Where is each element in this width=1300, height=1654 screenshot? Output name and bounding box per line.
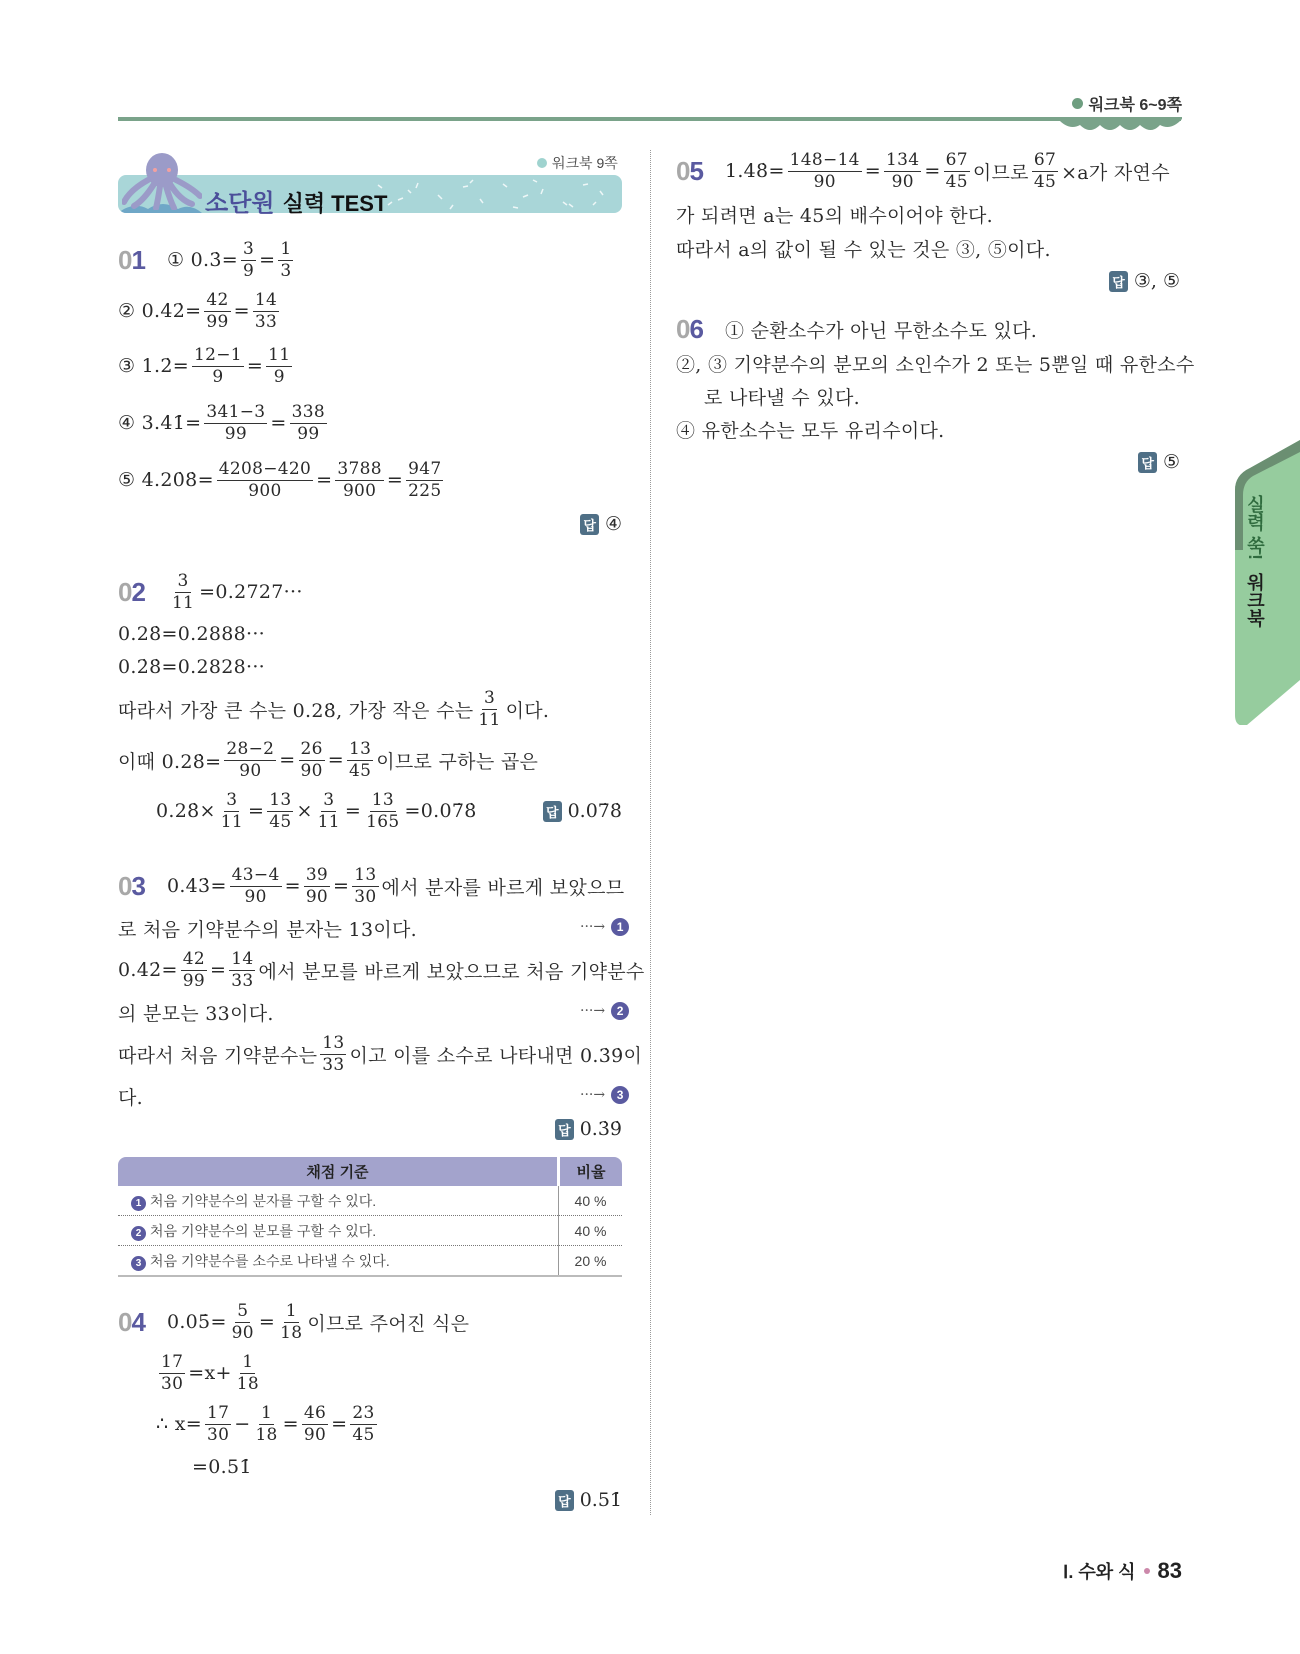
math-text: ① 0.3̇= (166, 249, 238, 271)
fraction-denominator: 30 (161, 1373, 184, 1394)
answer-badge-icon: 답 (1138, 452, 1157, 473)
problem-number-digit: 0 (118, 244, 132, 275)
solution-line (118, 1074, 143, 1118)
fraction (302, 1402, 328, 1445)
side-tab-label-part1: 실력 쑥! (1245, 495, 1265, 560)
table-header-criteria: 채점 기준 (118, 1157, 559, 1186)
fraction (235, 1351, 261, 1394)
problem-number-digit: 6 (689, 313, 703, 344)
side-tab-label (1242, 495, 1268, 627)
fraction (224, 738, 276, 781)
wave-decoration-icon (1058, 117, 1182, 135)
math-text: 0.43̇= (166, 875, 227, 897)
problem-number (118, 245, 145, 276)
fraction (205, 1402, 231, 1445)
fraction-denominator: 99 (224, 423, 248, 444)
side-tab-label-part2: 워크북 (1245, 573, 1265, 628)
step-marker (580, 918, 629, 936)
fraction-numerator: 13 (354, 864, 377, 885)
section-title-korean: 소단원 (205, 190, 275, 217)
fraction-denominator: 165 (366, 811, 400, 832)
fraction (320, 1032, 346, 1075)
fraction-numerator: 13 (322, 1032, 345, 1053)
fraction (159, 1351, 185, 1394)
answer-value: ⑤ (1162, 451, 1180, 473)
section-title (205, 183, 387, 218)
math-text: 가 되려면 a는 45의 배수이어야 한다. (676, 204, 993, 227)
solution-line (118, 948, 645, 992)
math-text: = (924, 160, 941, 182)
math-text: = (209, 959, 227, 981)
problem-number-digit: 2 (131, 576, 145, 607)
math-text: =x+ (188, 1362, 232, 1384)
step-arrow-icon: ···→ (580, 919, 606, 935)
math-text: = (259, 249, 276, 271)
answer-value: ④ (604, 513, 622, 535)
solution-line (118, 738, 538, 782)
banner-workbook-reference-text: 워크북 9쪽 (552, 155, 618, 171)
fraction (788, 149, 862, 192)
chapter-label: Ⅰ. 수와 식 (1063, 1562, 1136, 1582)
fraction-numerator: 3 (323, 789, 335, 810)
math-text: 따라서 처음 기약분수는 (118, 1044, 318, 1067)
bullet-icon (1072, 98, 1083, 109)
math-text: = (258, 1311, 276, 1333)
solution-line (118, 990, 274, 1034)
fraction (347, 738, 373, 781)
solution-line (118, 645, 265, 689)
fraction (219, 789, 245, 832)
math-text: 따라서 a의 값이 될 수 있는 것은 ③, ⑤이다. (676, 238, 1051, 261)
fraction-denominator: 33 (231, 970, 254, 991)
math-text: = (386, 469, 404, 491)
fraction-denominator: 90 (244, 886, 267, 907)
fraction-denominator: 30 (206, 1424, 230, 1445)
problem-number-digit: 0 (676, 155, 690, 186)
solution-line (118, 289, 282, 333)
math-text: = (270, 412, 287, 434)
math-text: 이므로 구하는 곱은 (376, 750, 539, 773)
ratio-cell: 40 % (559, 1216, 623, 1246)
fraction-numerator: 12−1 (194, 344, 242, 365)
solution-line (118, 570, 303, 614)
fraction-denominator: 11 (220, 811, 243, 832)
math-text: 로 처음 기약분수의 분자는 13이다. (118, 918, 417, 941)
fraction-numerator: 17 (161, 1351, 184, 1372)
math-text: 이고 이를 소수로 나타내면 0.3̇9̇이 (349, 1044, 643, 1067)
column-divider (650, 150, 651, 1515)
answer-value: 0.3̇9̇ (579, 1118, 622, 1140)
page-number: 83 (1157, 1558, 1182, 1583)
solution-line (156, 789, 477, 833)
fraction-numerator: 947 (408, 458, 442, 479)
solution-line (156, 1402, 380, 1446)
math-text: = (233, 300, 250, 322)
scoring-criteria-table (118, 1157, 622, 1277)
fraction (316, 789, 342, 832)
math-text: =0.2727··· (199, 581, 303, 603)
answer (555, 1485, 622, 1515)
fraction (267, 789, 293, 832)
math-text: ④ 유한소수는 모두 유리수이다. (676, 419, 945, 442)
fraction (204, 401, 267, 444)
fraction (304, 864, 330, 907)
step-number-icon: 3 (611, 1086, 629, 1104)
fraction-numerator: 11 (268, 344, 291, 365)
fraction-numerator: 14 (231, 948, 254, 969)
banner-workbook-reference (537, 153, 618, 173)
fraction-numerator: 338 (291, 401, 326, 422)
problem-number (118, 577, 145, 608)
fraction (352, 864, 378, 907)
step-marker-icon: 3 (131, 1256, 146, 1271)
fraction-numerator: 3 (242, 238, 255, 259)
math-text: 따라서 가장 큰 수는 0.28̇, 가장 작은 수는 (118, 699, 474, 722)
solution-line (676, 407, 945, 451)
answer (1109, 266, 1180, 296)
fraction-denominator: 33 (322, 1054, 345, 1075)
math-text: − (234, 1413, 251, 1435)
table-row (118, 1186, 622, 1216)
problem-number (676, 156, 703, 187)
fraction (278, 1300, 304, 1343)
problem-number-digit: 0 (118, 576, 132, 607)
problem-number-digit: 0 (118, 1306, 132, 1337)
solution-line (676, 226, 1051, 270)
fraction-denominator: 225 (408, 480, 442, 501)
fraction (230, 1300, 256, 1343)
fraction-numerator: 3 (226, 789, 238, 810)
header-rule (118, 117, 1181, 121)
fraction-denominator: 90 (813, 171, 836, 192)
fraction-denominator: 90 (300, 760, 323, 781)
fraction-numerator: 42 (182, 948, 205, 969)
solution-line (676, 149, 1170, 193)
math-text: = (331, 1413, 348, 1435)
math-text: = (327, 749, 344, 771)
fraction-denominator: 45 (269, 811, 292, 832)
fraction-denominator: 30 (354, 886, 377, 907)
workbook-reference-text: 워크북 6~9쪽 (1088, 97, 1182, 114)
bullet-icon (537, 158, 547, 168)
math-text: = (333, 875, 350, 897)
separator-dot-icon (1144, 1568, 1150, 1574)
fraction (406, 458, 443, 501)
math-text: =0.51̇ (192, 1456, 252, 1478)
fraction-numerator: 1 (280, 238, 292, 259)
fraction (944, 149, 970, 192)
ratio-cell: 20 % (559, 1246, 623, 1277)
fraction-denominator: 90 (231, 1322, 254, 1343)
fraction (266, 344, 292, 387)
table-row (118, 1216, 622, 1246)
fraction-numerator: 67 (1033, 149, 1057, 170)
solution-line (118, 458, 446, 502)
answer-badge-icon: 답 (1109, 271, 1128, 292)
fraction-numerator: 148−14 (789, 149, 860, 170)
math-text: ②, ③ 기약분수의 분모의 소인수가 2 또는 5뿐일 때 유한소수 (676, 353, 1195, 376)
fraction-numerator: 1 (260, 1402, 273, 1423)
fraction-numerator: 13 (348, 738, 372, 759)
problem-number (118, 1307, 145, 1338)
math-text: = (316, 469, 333, 491)
solution-line (118, 1300, 469, 1344)
fraction (1032, 149, 1058, 192)
fraction-denominator: 90 (239, 760, 262, 781)
math-text: 의 분모는 33이다. (118, 1002, 274, 1025)
math-text: ⑤ 4.20̇8̇= (118, 469, 214, 491)
fraction-denominator: 18 (280, 1322, 303, 1343)
math-text: = (284, 875, 301, 897)
math-text: 이므로 (972, 161, 1029, 184)
fraction-numerator: 23 (352, 1402, 375, 1423)
fraction-numerator: 13 (371, 789, 394, 810)
problem-number (118, 871, 145, 902)
step-marker (580, 1086, 629, 1104)
ratio-cell: 40 % (559, 1186, 623, 1216)
fraction-denominator: 33 (254, 311, 278, 332)
answer-value: 0.51̇ (579, 1489, 622, 1511)
criterion-text: 처음 기약분수의 분자를 구할 수 있다. (150, 1192, 377, 1209)
math-text: 0.05̇= (166, 1311, 227, 1333)
page-footer (1063, 1558, 1182, 1584)
fraction (253, 289, 279, 332)
fraction-numerator: 341−3 (206, 401, 266, 422)
workbook-reference (1072, 92, 1182, 115)
solution-line (118, 238, 296, 282)
fraction-numerator: 134 (886, 149, 920, 170)
solution-line (118, 344, 295, 388)
fraction-numerator: 43−4 (231, 864, 280, 885)
fraction-denominator: 900 (248, 480, 282, 501)
solution-line (156, 1351, 264, 1395)
answer-value: 0.07̇8̇ (567, 800, 622, 822)
math-text: 이다. (505, 699, 550, 722)
problem-number (676, 314, 703, 345)
fraction-numerator: 46 (303, 1402, 327, 1423)
math-text: 에서 분모를 바르게 보았으므로 처음 기약분수 (258, 960, 645, 983)
math-text: 이므로 주어진 식은 (307, 1312, 470, 1335)
answer-badge-icon: 답 (555, 1490, 574, 1511)
step-arrow-icon: ···→ (580, 1087, 606, 1103)
solution-line (192, 1445, 252, 1489)
fraction-numerator: 13 (269, 789, 292, 810)
fraction-numerator: 39 (305, 864, 329, 885)
fraction (335, 458, 383, 501)
problem-number-digit: 0 (676, 313, 690, 344)
fraction (253, 1402, 279, 1445)
math-text: =0.07̇8̇ (404, 800, 477, 822)
fraction-denominator: 45 (945, 171, 968, 192)
fraction-numerator: 26 (300, 738, 323, 759)
math-text: ③ 1.2̇= (118, 355, 190, 377)
answer-badge-icon: 답 (580, 514, 599, 535)
fraction-numerator: 1 (285, 1300, 297, 1321)
math-text: = (344, 800, 362, 822)
math-text: 이때 0.28̇= (118, 750, 222, 773)
fraction-numerator: 4208−420 (218, 458, 312, 479)
problem-number-digit: 4 (131, 1306, 145, 1337)
solution-line (118, 1032, 642, 1076)
fraction-denominator: 90 (305, 886, 329, 907)
fraction-numerator: 3788 (337, 458, 382, 479)
table-row (118, 1246, 622, 1277)
fraction (204, 289, 230, 332)
fraction-denominator: 11 (478, 709, 501, 730)
math-text: ∴ x= (156, 1413, 202, 1435)
fraction-denominator: 11 (171, 592, 195, 613)
solution-line (118, 906, 417, 950)
fraction-denominator: 11 (317, 811, 340, 832)
fraction (290, 401, 327, 444)
math-text: 로 나타낼 수 있다. (704, 386, 860, 409)
answer-badge-icon: 답 (555, 1119, 574, 1140)
fraction-denominator: 90 (891, 171, 914, 192)
math-text: 0.2̇8̇=0.2828··· (118, 656, 266, 678)
fraction-denominator: 9 (273, 366, 285, 387)
criterion-text: 처음 기약분수의 분모를 구할 수 있다. (150, 1222, 377, 1239)
answer (555, 1114, 622, 1144)
math-text: ① 순환소수가 아닌 무한소수도 있다. (724, 319, 1038, 342)
step-number-icon: 1 (611, 918, 629, 936)
fraction-denominator: 99 (182, 970, 205, 991)
math-text: ④ 3.4̇1̇= (118, 412, 202, 434)
fraction-denominator: 45 (352, 1424, 375, 1445)
fraction-numerator: 17 (206, 1402, 230, 1423)
math-text: 다. (118, 1086, 143, 1109)
math-text: = (282, 1413, 299, 1435)
problem-number-digit: 5 (689, 155, 703, 186)
answer-value: ③, ⑤ (1133, 270, 1180, 292)
fraction (278, 238, 293, 281)
problem-number-digit: 1 (131, 244, 145, 275)
fraction (229, 948, 255, 991)
step-marker-icon: 1 (131, 1196, 146, 1211)
math-text: = (247, 800, 265, 822)
fraction-denominator: 45 (348, 760, 372, 781)
math-text: 0.28̇=0.2888··· (118, 623, 266, 645)
fraction (241, 238, 256, 281)
fraction-denominator: 9 (212, 366, 224, 387)
math-text: 0.28̇× (156, 800, 216, 822)
fraction-numerator: 3 (177, 570, 189, 591)
answer-badge-icon: 답 (543, 801, 562, 822)
section-title-rest: 실력 TEST (282, 191, 388, 216)
fraction-numerator: 28−2 (226, 738, 275, 759)
step-marker-icon: 2 (131, 1226, 146, 1241)
answer (543, 796, 622, 826)
math-text: ② 0.4̇2̇= (118, 300, 202, 322)
solution-line (118, 864, 624, 908)
fraction (350, 1402, 376, 1445)
fraction-numerator: 67 (945, 149, 968, 170)
math-text: 에서 분자를 바르게 보았으므 (381, 876, 625, 899)
fraction-denominator: 3 (280, 260, 292, 281)
step-marker (580, 1002, 629, 1020)
fraction-numerator: 14 (254, 289, 278, 310)
math-text: × (296, 800, 313, 822)
fraction-denominator: 18 (236, 1373, 259, 1394)
math-text: = (864, 160, 882, 182)
fraction-denominator: 900 (342, 480, 377, 501)
math-text: 0.4̇2̇= (118, 959, 178, 981)
fraction-numerator: 1 (242, 1351, 254, 1372)
answer (580, 509, 622, 539)
math-text: ×a가 자연수 (1061, 161, 1170, 184)
fraction (170, 570, 196, 613)
fraction-denominator: 18 (255, 1424, 278, 1445)
fraction-numerator: 3 (483, 687, 496, 708)
fraction (230, 864, 282, 907)
fraction (192, 344, 244, 387)
solution-line (118, 401, 330, 445)
fraction (299, 738, 325, 781)
solution-line (118, 687, 549, 731)
problem-number-digit: 0 (118, 870, 132, 901)
math-text: 1.48̇= (724, 160, 785, 182)
fraction-denominator: 99 (206, 311, 229, 332)
step-number-icon: 2 (611, 1002, 629, 1020)
step-arrow-icon: ···→ (580, 1003, 606, 1019)
fraction (181, 948, 207, 991)
table-header-ratio: 비율 (559, 1157, 623, 1186)
math-text: = (246, 355, 264, 377)
fraction-denominator: 99 (297, 423, 320, 444)
fraction-numerator: 5 (237, 1300, 249, 1321)
fraction (217, 458, 313, 501)
math-text: = (279, 749, 296, 771)
criterion-text: 처음 기약분수를 소수로 나타낼 수 있다. (150, 1252, 390, 1269)
problem-number-digit: 3 (131, 870, 145, 901)
answer (1138, 447, 1180, 477)
fraction-denominator: 9 (242, 260, 255, 281)
fraction-denominator: 90 (303, 1424, 327, 1445)
fraction (884, 149, 921, 192)
fraction (476, 687, 502, 730)
octopus-mascot-icon (122, 150, 202, 210)
fraction (364, 789, 401, 832)
fraction-denominator: 45 (1033, 171, 1057, 192)
fraction-numerator: 42 (206, 289, 229, 310)
